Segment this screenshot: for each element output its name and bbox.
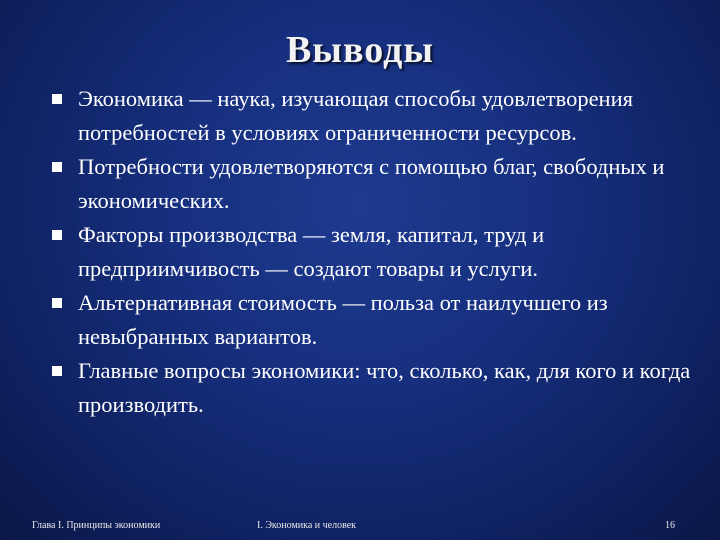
bullet-item bbox=[52, 82, 692, 150]
footer-section: I. Экономика и человек bbox=[257, 520, 357, 531]
square-bullet-icon bbox=[52, 298, 62, 308]
square-bullet-icon bbox=[52, 366, 62, 376]
footer-page-number: 16 bbox=[665, 520, 675, 531]
bullet-text: Факторы производства — земля, капитал, труд и предприимчивость — создают товары и услуги. bbox=[78, 222, 545, 281]
square-bullet-icon bbox=[52, 94, 62, 104]
bullet-item bbox=[52, 286, 692, 354]
bullet-item bbox=[52, 218, 692, 286]
square-bullet-icon bbox=[52, 230, 62, 240]
footer-chapter: Глава I. Принципы экономики bbox=[32, 520, 161, 531]
slide-title: Выводы bbox=[285, 29, 435, 71]
bullet-text: Главные вопросы экономики: что, сколько, как, для кого и когда производить. bbox=[78, 358, 691, 417]
bullet-text: Экономика — наука, изучающая способы удовлетворения потребностей в условиях ограниченности ресурсов. bbox=[78, 86, 633, 145]
bullet-text: Потребности удовлетворяются с помощью благ, свободных и экономических. bbox=[78, 154, 665, 213]
bullet-text: Альтернативная стоимость — польза от наилучшего из невыбранных вариантов. bbox=[78, 290, 608, 349]
square-bullet-icon bbox=[52, 162, 62, 172]
bullet-item bbox=[52, 354, 692, 422]
bullet-item bbox=[52, 150, 692, 218]
bullet-list bbox=[52, 82, 692, 422]
